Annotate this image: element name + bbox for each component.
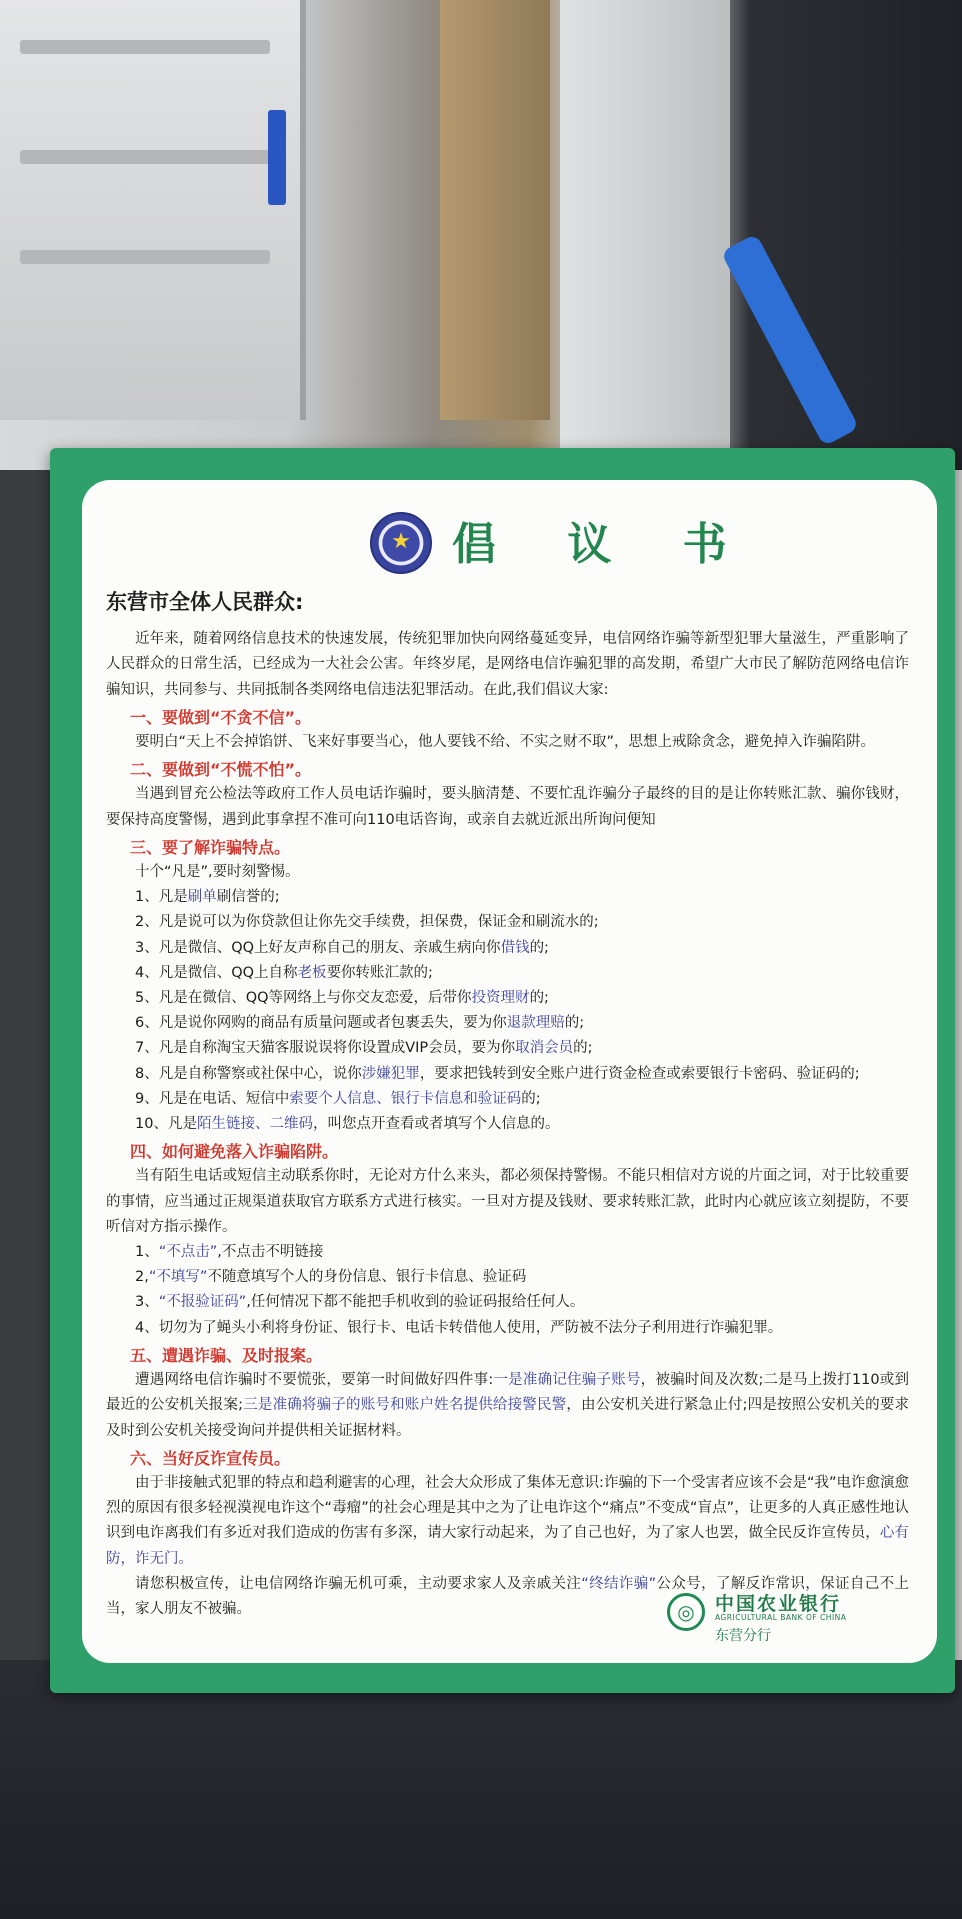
- list-item: 10、凡是陌生链接、二维码，叫您点开查看或者填写个人信息的。: [135, 1116, 560, 1133]
- flyer-paper: [82, 480, 937, 1663]
- list-item: 3、凡是微信、QQ上好友声称自己的朋友、亲戚生病向你借钱的;: [135, 939, 549, 956]
- list-item: 4、凡是微信、QQ上自称老板要你转账汇款的;: [135, 964, 433, 981]
- wooden-cabinet: [440, 0, 550, 420]
- list-item: 2、凡是说可以为你贷款但让你先交手续费，担保费，保证金和刷流水的;: [135, 914, 599, 931]
- section-title: 六、当好反诈宣传员。: [130, 1448, 291, 1468]
- flyer-content: [106, 590, 909, 1622]
- flyer-header: [82, 502, 937, 568]
- chair: [721, 233, 860, 446]
- list-item: 3、“不报验证码”,任何情况下都不能把手机收到的验证码报给任何人。: [135, 1294, 585, 1311]
- section-title: 三、要了解诈骗特点。: [130, 837, 291, 857]
- list-item: 8、凡是自称警察或社保中心，说你涉嫌犯罪，要求把钱转到安全账户进行资金检查或索要银行卡密码、验证码的;: [135, 1065, 860, 1082]
- abc-bank-logo-icon: ◎: [667, 1593, 705, 1631]
- background-office: [0, 0, 962, 470]
- salutation: 东营市全体人民群众:: [106, 590, 304, 614]
- list-item: 1、凡是刷单刷信誉的;: [135, 889, 280, 906]
- bank-branch: 东营分行: [715, 1628, 771, 1644]
- section-text: 遭遇网络电信诈骗时不要慌张，要第一时间做好四件事:一是准确记住骗子账号，被骗时间及次数;二是马上拨打110或到最近的公安机关报案;三是准确将骗子的账号和账户姓名提供给接警民警，由公安机关进行紧急止付;四是按照公安机关的要求及时到公安机关接受询问并提供相关证据材料。: [106, 1372, 910, 1439]
- list-item: 6、凡是说你网购的商品有质量问题或者包裹丢失，要为你退款理赔的;: [135, 1015, 585, 1032]
- police-emblem-icon: ★: [370, 512, 432, 574]
- section-title: 四、如何避免落入诈骗陷阱。: [130, 1142, 339, 1162]
- intro-paragraph: 近年来，随着网络信息技术的快速发展，传统犯罪加快向网络蔓延变异，电信网络诈骗等新型犯罪大量滋生，严重影响了人民群众的日常生活，已经成为一大社会公害。年终岁尾，是网络电信诈骗犯罪的高发期，希望广大市民了解防范网络电信诈骗知识，共同参与、共同抵制各类网络电信违法犯罪活动。在此,我们倡议大家:: [106, 631, 909, 698]
- list-item: 9、凡是在电话、短信中索要个人信息、银行卡信息和验证码的;: [135, 1090, 541, 1107]
- flyer-title: 倡 议 书: [452, 519, 755, 570]
- list-item: 4、切勿为了蝇头小利将身份证、银行卡、电话卡转借他人使用，严防被不法分子利用进行诈骗犯罪。: [135, 1319, 783, 1336]
- section-text: 当遇到冒充公检法等政府工作人员电话诈骗时，要头脑清楚、不要忙乱诈骗分子最终的目的是让你转账汇款、骗你钱财，要保持高度警惕，遇到此事拿捏不准可向110电话咨询，或亲自去就近派出所询问便知: [106, 786, 909, 828]
- printer-tray: [20, 250, 270, 264]
- closing-text: 请您积极宣传，让电信网络诈骗无机可乘，主动要求家人及亲戚关注“终结诈骗”公众号，了解反诈常识，保证自己不上当，家人朋友不被骗。: [106, 1575, 910, 1617]
- section-title: 一、要做到“不贪不信”。: [130, 707, 312, 727]
- shelf: [560, 0, 730, 460]
- printer-tray: [20, 40, 270, 54]
- section-title: 五、遭遇诈骗、及时报案。: [130, 1345, 323, 1365]
- avoid-list: [106, 1240, 909, 1341]
- fanshi-list: [106, 885, 909, 1137]
- bank-signature: [667, 1585, 877, 1645]
- bank-name: 中国农业银行: [715, 1593, 842, 1615]
- section-title: 二、要做到“不慌不怕”。: [130, 760, 312, 780]
- list-item: 1、“不点击”,不点击不明链接: [135, 1244, 324, 1261]
- bank-english-name: AGRICULTURAL BANK OF CHINA: [715, 1613, 847, 1622]
- flyer: [50, 448, 955, 1693]
- printer-tray: [20, 150, 270, 164]
- section-text: 要明白“天上不会掉馅饼、飞来好事要当心，他人要钱不给、不实之财不取”，思想上戒除贪念，避免掉入诈骗陷阱。: [135, 734, 876, 751]
- section-lead: 十个“凡是”,要时刻警惕。: [135, 864, 300, 881]
- section-text: 当有陌生电话或短信主动联系你时，无论对方什么来头，都必须保持警惕。不能只相信对方说的片面之词，对于比较重要的事情，应当通过正规渠道获取官方联系方式进行核实。一旦对方提及钱财、要求转账汇款，此时内心就应该立刻提防，不要听信对方指示操作。: [106, 1168, 909, 1235]
- printer: [0, 0, 306, 420]
- list-item: 7、凡是自称淘宝天猫客服说误将你设置成VIP会员，要为你取消会员的;: [135, 1040, 593, 1057]
- section-text: 由于非接触式犯罪的特点和趋利避害的心理，社会大众形成了集体无意识:诈骗的下一个受害者应该不会是“我”电诈愈演愈烈的原因有很多轻视漠视电诈这个“毒瘤”的社会心理是其中之为了让电诈这个“痛点”不变成“盲点”，让更多的人真正感性地认识到电诈离我们有多近对我们造成的伤害有多深，请大家行动起来，为了自己也好，为了家人也罢，做全民反诈宣传员，心有防，诈无门。: [106, 1474, 910, 1567]
- background-lap: [0, 1660, 962, 1919]
- list-item: 2,“不填写”不随意填写个人的身份信息、银行卡信息、验证码: [135, 1269, 527, 1286]
- list-item: 5、凡是在微信、QQ等网络上与你交友恋爱，后带你投资理财的;: [135, 990, 549, 1007]
- printer-blue-tab: [268, 110, 286, 205]
